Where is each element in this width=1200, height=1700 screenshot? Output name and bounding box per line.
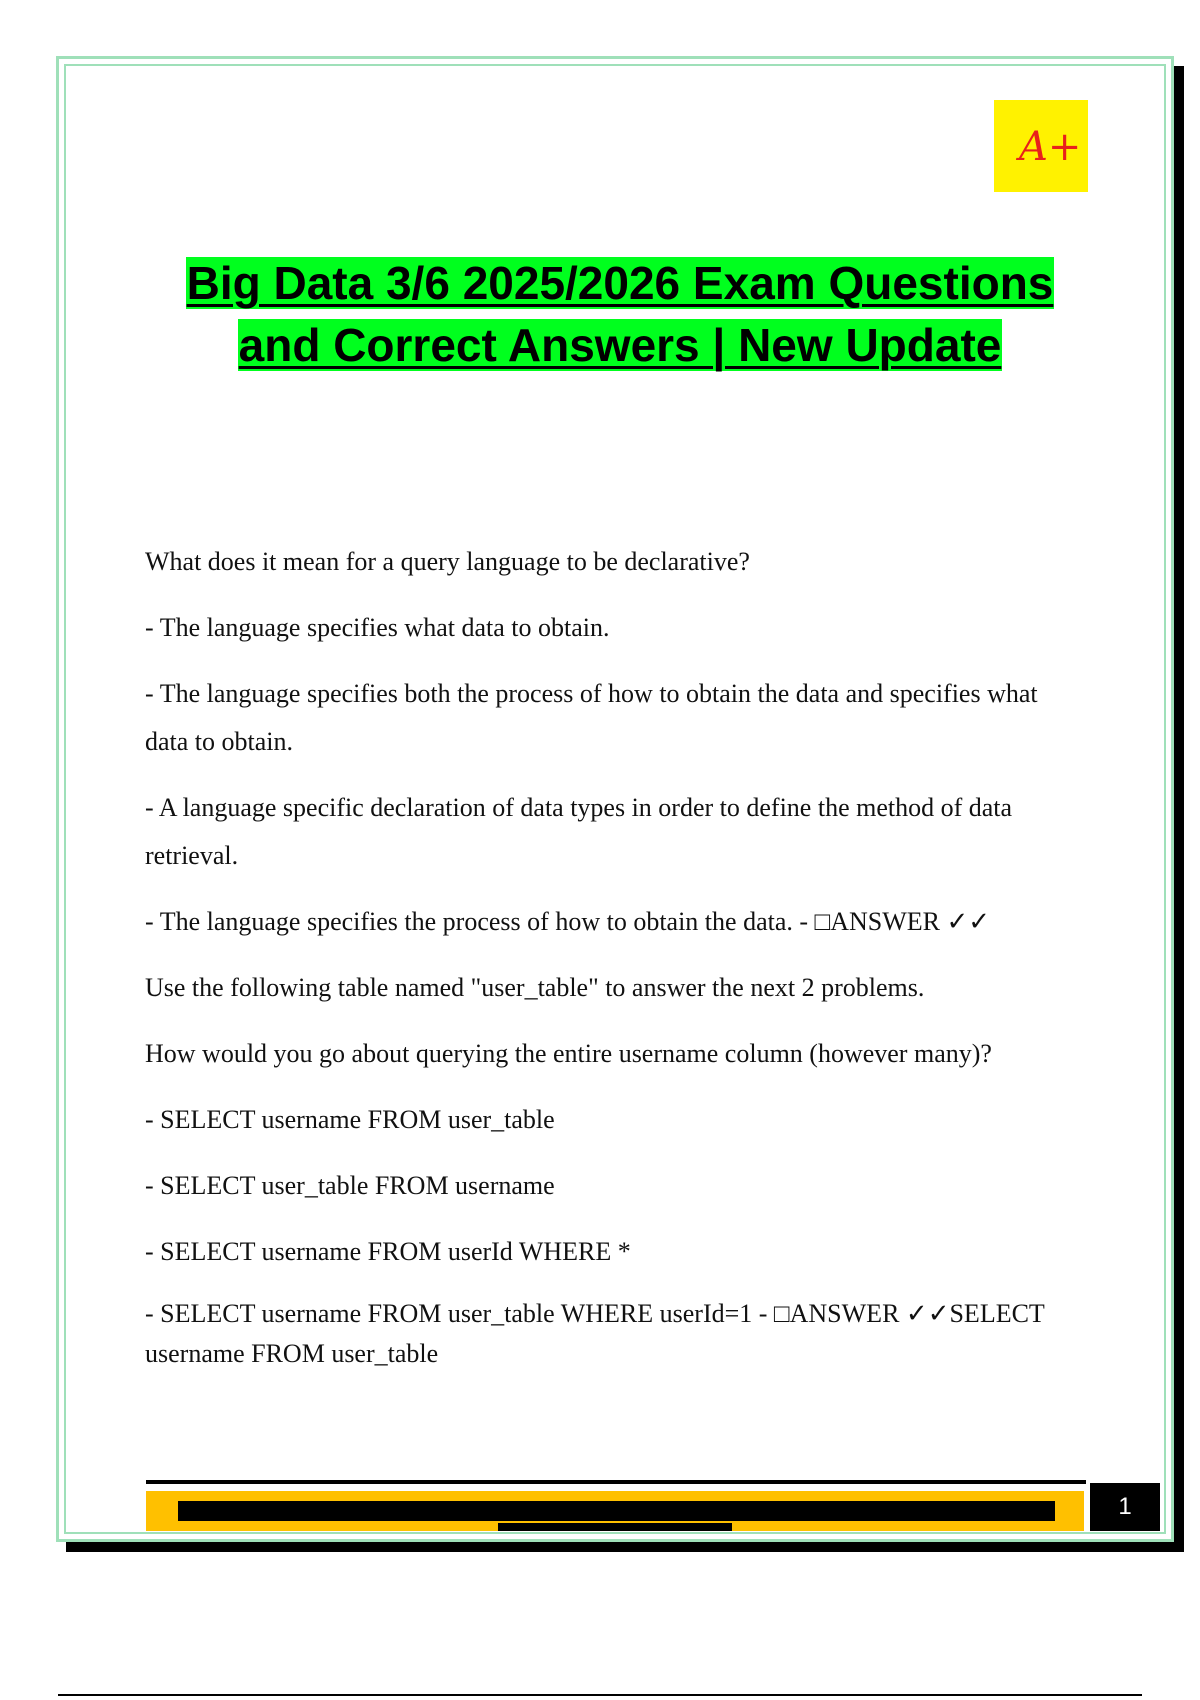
answer-option-with-answer: - The language specifies the process of how to obtain the data. - □ANSWER ✓✓ xyxy=(145,907,991,936)
answer-option: - SELECT username FROM user_table xyxy=(145,1105,555,1134)
logo-letter-a: A+ xyxy=(1019,124,1082,170)
a-plus-logo-icon xyxy=(1011,116,1082,176)
answer-option: - The language specifies both the process of how to obtain the data and specifies what data to obtain. xyxy=(145,679,1038,756)
a-plus-logo xyxy=(994,100,1088,192)
title-line-1: Big Data 3/6 2025/2026 Exam Questions xyxy=(186,257,1054,309)
question-text: How would you go about querying the entire username column (however many)? xyxy=(145,1039,992,1068)
footer-tab xyxy=(498,1523,732,1531)
answer-option: - A language specific declaration of data types in order to define the method of data retrieval. xyxy=(145,793,1013,870)
document-title xyxy=(100,252,1140,376)
answer-option: - SELECT user_table FROM username xyxy=(145,1171,555,1200)
answer-option: - SELECT username FROM userId WHERE * xyxy=(145,1237,631,1266)
footer-rule xyxy=(146,1480,1086,1484)
page-number: 1 xyxy=(1090,1483,1160,1531)
answer-option: - The language specifies what data to obtain. xyxy=(145,613,610,642)
answer-option-with-answer: - SELECT username FROM user_table WHERE userId=1 - □ANSWER ✓✓SELECT username FROM user_table xyxy=(145,1299,1045,1368)
bottom-rule xyxy=(58,1694,1142,1696)
question-text: What does it mean for a query language to be declarative? xyxy=(145,547,750,576)
title-line-2: and Correct Answers | New Update xyxy=(238,319,1002,371)
footer-bar-inner xyxy=(178,1501,1055,1521)
document-body xyxy=(145,538,1080,1392)
instruction-text: Use the following table named "user_table" to answer the next 2 problems. xyxy=(145,973,925,1002)
